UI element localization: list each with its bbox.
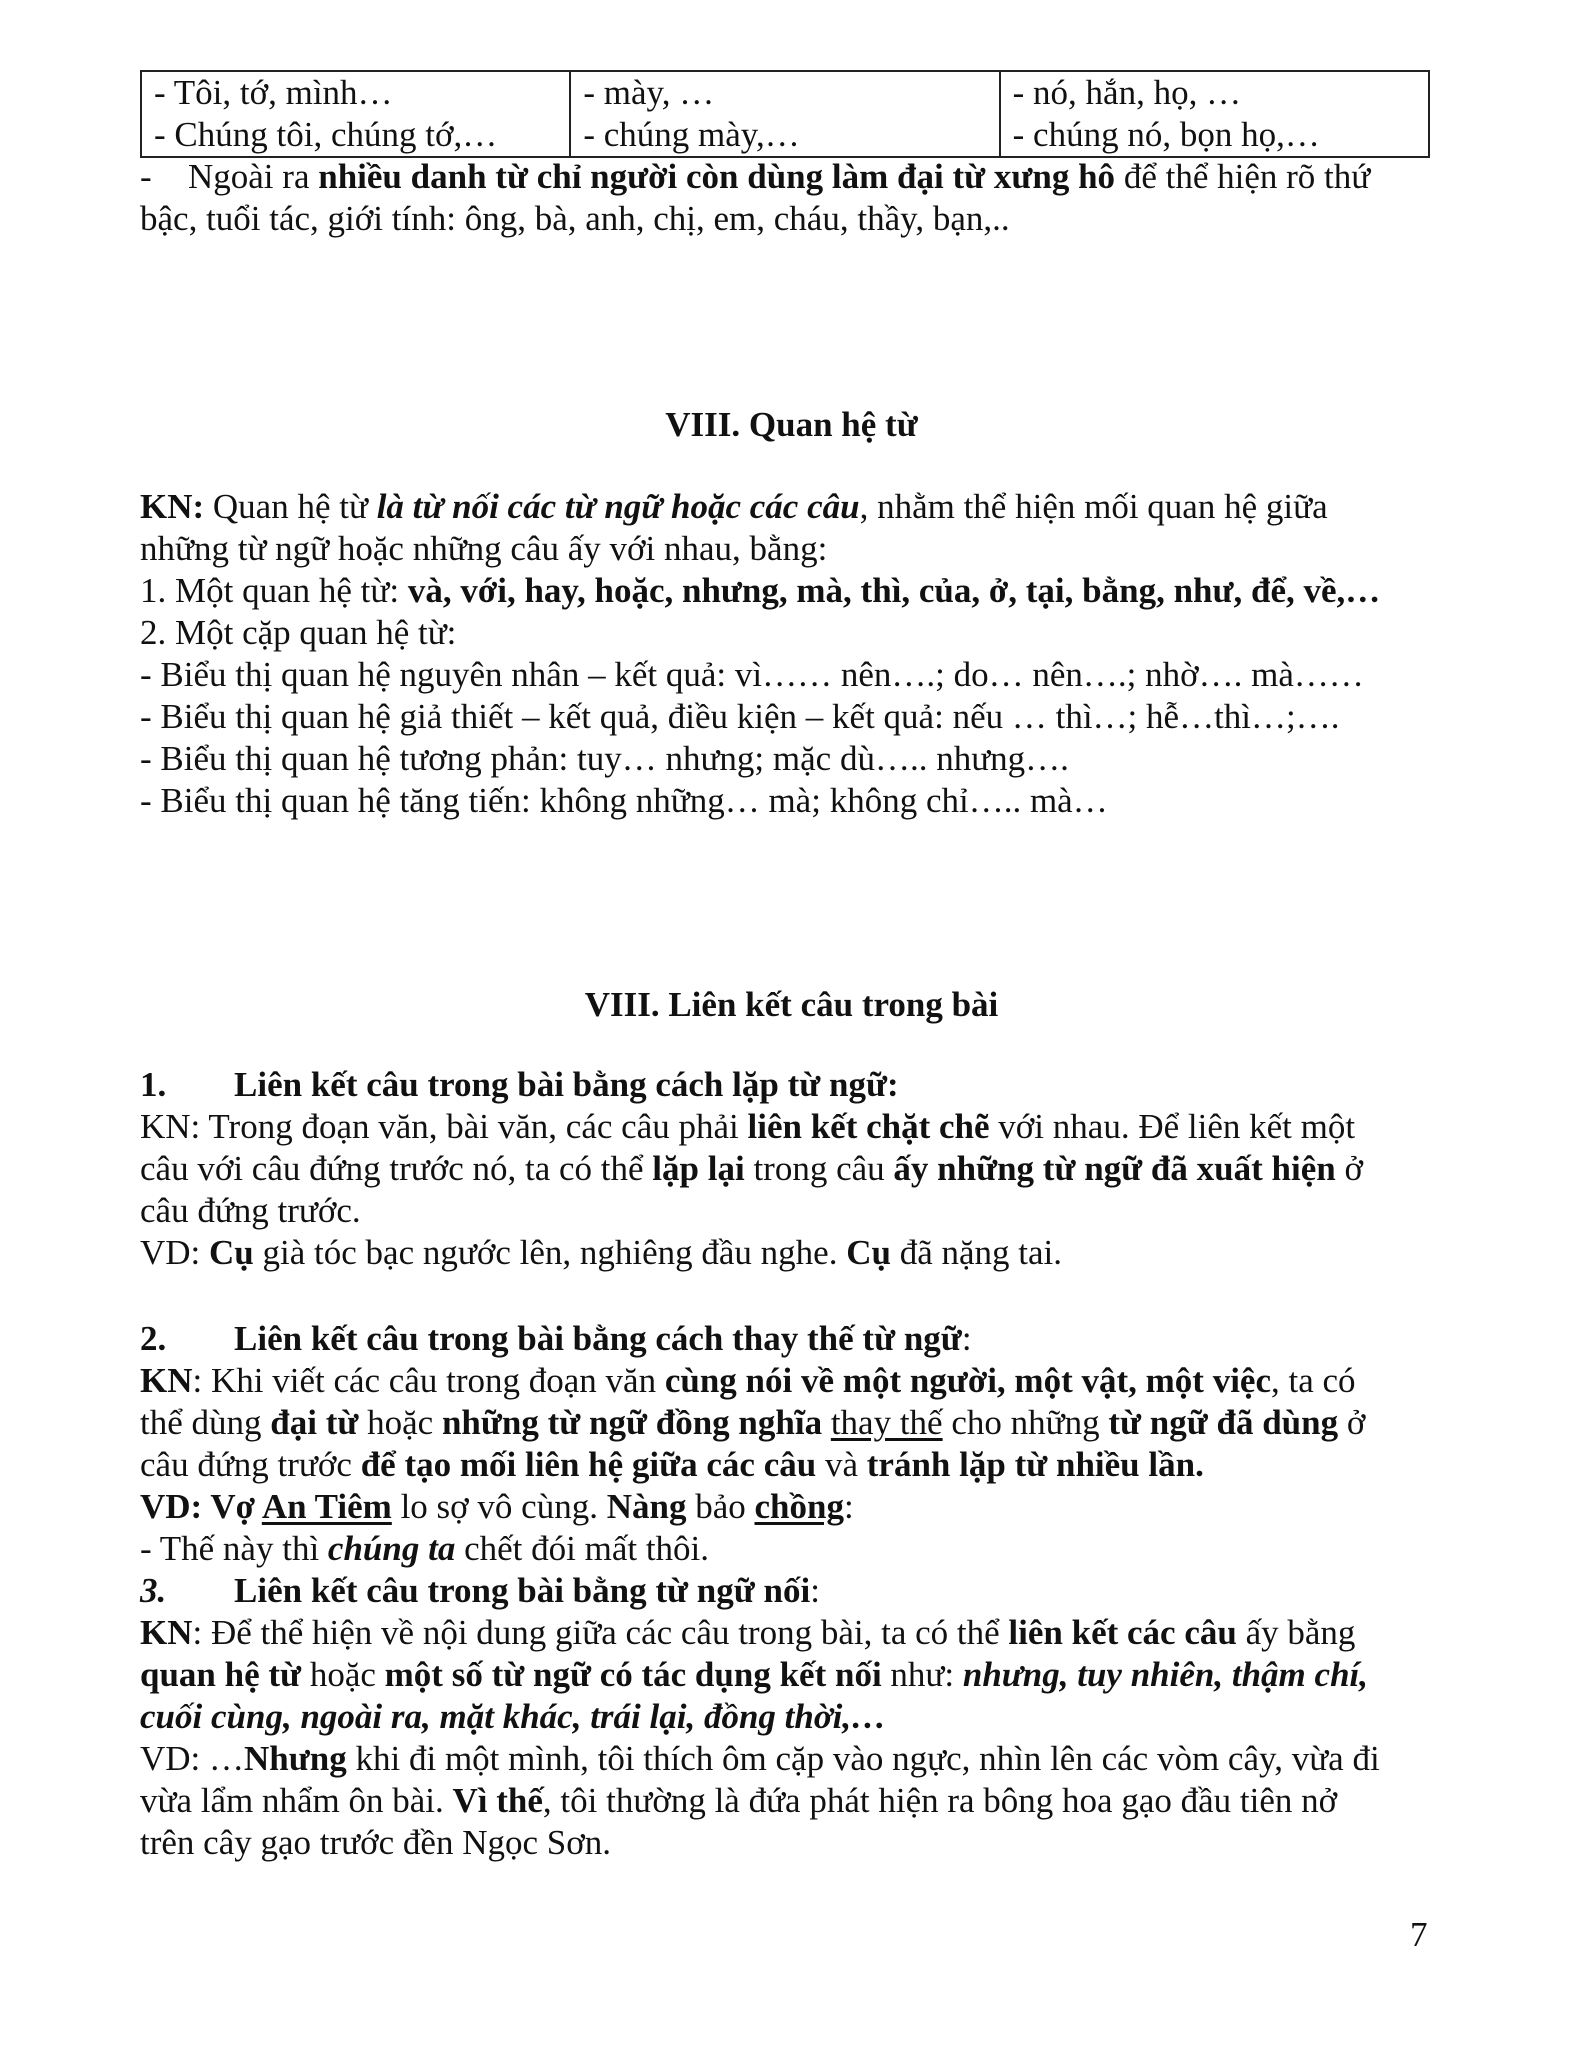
subsection-number: 1. xyxy=(140,1065,167,1104)
section-quan-he-tu-body xyxy=(140,486,1440,822)
text: KN: Trong đoạn văn, bài văn, các câu phải xyxy=(140,1107,748,1146)
subsection-number: 2. xyxy=(140,1319,167,1358)
section-heading-quan-he-tu: VIII. Quan hệ từ xyxy=(665,405,918,444)
bold-text: lặp lại xyxy=(652,1149,745,1188)
kn-line xyxy=(140,486,1440,528)
example-line xyxy=(140,1738,1440,1780)
kn-label: KN: xyxy=(140,487,205,526)
text: Ngoài ra xyxy=(188,157,319,196)
text: : Khi viết các câu trong đoạn văn xyxy=(192,1361,665,1400)
bold-italic-text: cuối cùng, ngoài ra, mặt khác, trái lại, đồng thời,… xyxy=(140,1697,887,1736)
bold-italic-text: chúng ta xyxy=(327,1529,456,1568)
text: hoặc xyxy=(358,1403,442,1442)
text: : xyxy=(843,1487,854,1526)
bold-text: tránh lặp từ nhiều lần. xyxy=(866,1445,1204,1484)
bold-text: từ ngữ đã dùng xyxy=(1108,1403,1339,1442)
example-line xyxy=(140,1232,1440,1274)
text: cho những xyxy=(942,1403,1109,1442)
bold-text: Cụ xyxy=(846,1233,891,1272)
body-line: câu đứng trước. xyxy=(140,1191,361,1230)
body-line xyxy=(140,1106,1440,1148)
example-line xyxy=(140,1486,1440,1528)
subsection-title xyxy=(140,1064,1440,1106)
bold-text: một số từ ngữ có tác dụng kết nối xyxy=(384,1655,882,1694)
pronoun-note xyxy=(140,156,1440,240)
text: câu với câu đứng trước nó, ta có thể xyxy=(140,1149,653,1188)
body-line xyxy=(140,1612,1440,1654)
body-line xyxy=(140,1654,1440,1696)
bold-text: liên kết các câu xyxy=(1008,1613,1237,1652)
bold-text: nhiều danh từ chỉ người còn dùng làm đại từ xưng hô xyxy=(318,157,1116,196)
bold-italic-text: là từ nối các từ ngữ hoặc các câu xyxy=(376,487,860,526)
kn-label: KN xyxy=(140,1613,193,1652)
bullet-line: - Biểu thị quan hệ tăng tiến: không những… mà; không chỉ….. mà… xyxy=(140,781,1108,820)
bold-text: Nhưng xyxy=(244,1739,347,1778)
text: VD: … xyxy=(140,1739,245,1778)
page-number: 7 xyxy=(1410,1915,1428,1954)
table-cell xyxy=(570,71,999,157)
text: , tôi thường là đứa phát hiện ra bông hoa gạo đầu tiên nở xyxy=(542,1781,1338,1820)
note-line xyxy=(140,156,1440,198)
body-line xyxy=(140,1148,1440,1190)
subsection-title xyxy=(140,1318,1440,1360)
bold-text: những từ ngữ đồng nghĩa xyxy=(441,1403,823,1442)
body-line xyxy=(140,1696,1440,1738)
body-line xyxy=(140,1360,1440,1402)
bold-text: Liên kết câu trong bài bằng cách thay thế từ ngữ xyxy=(234,1319,962,1358)
bold-text: Liên kết câu trong bài bằng từ ngữ nối xyxy=(234,1571,811,1610)
cell-line: - Chúng tôi, chúng tớ,… xyxy=(154,115,498,154)
text: khi đi một mình, tôi thích ôm cặp vào ngực, nhìn lên các vòm cây, vừa đi xyxy=(346,1739,1380,1778)
text: Quan hệ từ xyxy=(204,487,377,526)
bold-italic-text: nhưng, tuy nhiên, thậm chí, xyxy=(962,1655,1369,1694)
text: thể dùng xyxy=(140,1403,271,1442)
bold-text: cùng nói về một người, một vật, một việc xyxy=(664,1361,1271,1400)
bullet-line: - Biểu thị quan hệ tương phản: tuy… nhưng; mặc dù….. nhưng…. xyxy=(140,739,1069,778)
bold-text: để tạo mối liên hệ giữa các câu xyxy=(360,1445,817,1484)
text: như: xyxy=(881,1655,963,1694)
text: : xyxy=(810,1571,820,1610)
table-cell xyxy=(1000,71,1429,157)
text: bảo xyxy=(686,1487,755,1526)
table-row xyxy=(141,71,1429,157)
cell-line: - nó, hắn, họ, … xyxy=(1012,73,1242,112)
bold-text: Liên kết câu trong bài bằng cách lặp từ ngữ: xyxy=(234,1065,899,1104)
text: đã nặng tai. xyxy=(890,1233,1063,1272)
bold-text: VD: Vợ xyxy=(140,1487,262,1526)
text: để thể hiện rõ thứ xyxy=(1115,157,1371,196)
body-line xyxy=(140,1402,1440,1444)
note-line: bậc, tuổi tác, giới tính: ông, bà, anh, chị, em, cháu, thầy, bạn,.. xyxy=(140,199,1010,238)
text: : xyxy=(961,1319,972,1358)
bold-text: liên kết chặt chẽ xyxy=(747,1107,990,1146)
section-heading-lien-ket: VIII. Liên kết câu trong bài xyxy=(584,985,999,1024)
cell-line: - Tôi, tớ, mình… xyxy=(154,73,393,112)
cell-line: - chúng mày,… xyxy=(583,115,800,154)
subsection-title xyxy=(140,1570,1440,1612)
bold-text: đại từ xyxy=(270,1403,359,1442)
text: , nhằm thể hiện mối quan hệ giữa xyxy=(859,487,1328,526)
text: - Thế này thì xyxy=(140,1529,328,1568)
note-dash: - xyxy=(140,157,152,196)
subsection-1 xyxy=(140,1064,1440,1274)
quote-line xyxy=(140,1528,1440,1570)
bold-underlined-text: An Tiêm xyxy=(261,1487,392,1526)
item-line: 2. Một cặp quan hệ từ: xyxy=(140,613,457,652)
table-cell xyxy=(141,71,570,157)
text: lo sợ vô cùng. xyxy=(391,1487,607,1526)
cell-line: - chúng nó, bọn họ,… xyxy=(1012,115,1320,154)
text: : Để thể hiện về nội dung giữa các câu trong bài, ta có thể xyxy=(192,1613,1009,1652)
bold-text: Nàng xyxy=(606,1487,687,1526)
example-line xyxy=(140,1780,1440,1822)
text: ở xyxy=(1338,1403,1366,1442)
kn-line: những từ ngữ hoặc những câu ấy với nhau, bằng: xyxy=(140,529,828,568)
bold-text: Cụ xyxy=(209,1233,254,1272)
subsection-number: 3. xyxy=(140,1571,167,1610)
subsection-2 xyxy=(140,1318,1440,1570)
item-line xyxy=(140,570,1440,612)
underlined-text: thay thế xyxy=(830,1403,943,1442)
text: và xyxy=(816,1445,867,1484)
bullet-line: - Biểu thị quan hệ nguyên nhân – kết quả: vì…… nên….; do… nên….; nhờ…. mà…… xyxy=(140,655,1364,694)
bold-text: quan hệ từ xyxy=(140,1655,302,1694)
text: ấy bằng xyxy=(1236,1613,1356,1652)
text xyxy=(822,1403,831,1442)
bold-text: Vì thế xyxy=(452,1781,543,1820)
bold-text: ấy những từ ngữ đã xuất hiện xyxy=(893,1149,1336,1188)
pronoun-table xyxy=(140,70,1430,158)
body-line xyxy=(140,1444,1440,1486)
text: trong câu xyxy=(744,1149,894,1188)
cell-line: - mày, … xyxy=(583,73,715,112)
subsection-3 xyxy=(140,1570,1440,1864)
text: 1. Một quan hệ từ: xyxy=(140,571,408,610)
bullet-line: - Biểu thị quan hệ giả thiết – kết quả, điều kiện – kết quả: nếu … thì…; hễ…thì…;…. xyxy=(140,697,1340,736)
text: , ta có xyxy=(1271,1361,1356,1400)
kn-label: KN xyxy=(140,1361,193,1400)
text: ở xyxy=(1335,1149,1363,1188)
text: chết đói mất thôi. xyxy=(455,1529,710,1568)
text: câu đứng trước xyxy=(140,1445,361,1484)
example-line: trên cây gạo trước đền Ngọc Sơn. xyxy=(140,1823,611,1862)
text: VD: xyxy=(140,1233,210,1272)
text: hoặc xyxy=(301,1655,385,1694)
bold-text: và, với, hay, hoặc, nhưng, mà, thì, của, ở, tại, bằng, như, để, về,… xyxy=(407,571,1381,610)
bold-underlined-text: chồng xyxy=(754,1487,844,1526)
text: vừa lẩm nhẩm ôn bài. xyxy=(140,1781,453,1820)
text: già tóc bạc ngước lên, nghiêng đầu nghe. xyxy=(253,1233,847,1272)
text: với nhau. Để liên kết một xyxy=(989,1107,1356,1146)
